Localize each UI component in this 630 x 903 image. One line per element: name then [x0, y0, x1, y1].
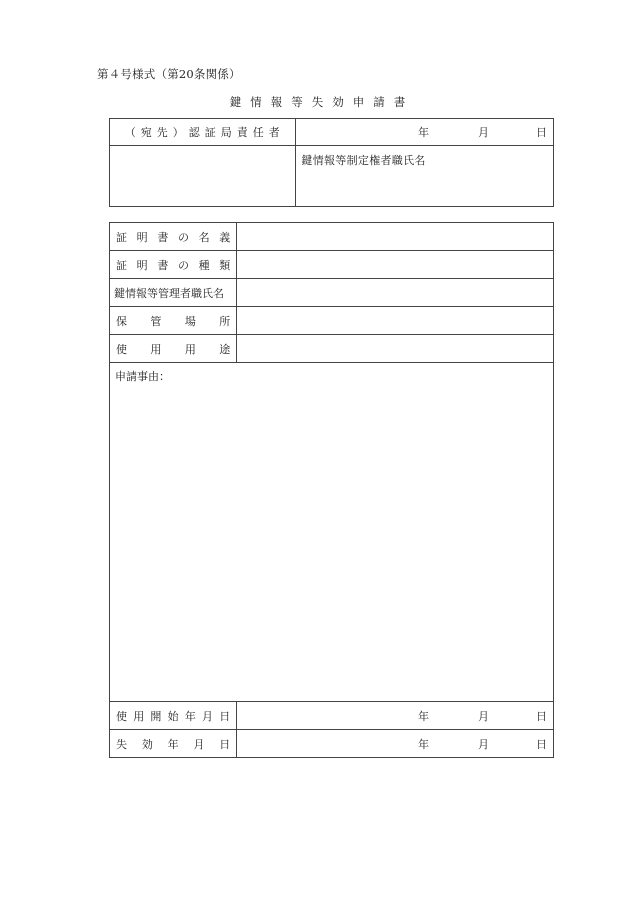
header-table [109, 118, 554, 207]
manager-name-label: 鍵情報等管理者職氏名 [110, 279, 237, 307]
revocation-month-label: 月 [478, 737, 489, 751]
reason-label: 申請事由： [115, 370, 170, 383]
usage-field[interactable] [237, 335, 554, 363]
start-year-label: 年 [418, 709, 429, 723]
certificate-type-field[interactable] [237, 251, 554, 279]
revocation-date-field[interactable] [237, 730, 554, 758]
start-month-label: 月 [478, 709, 489, 723]
storage-location-label: 保 管 場 所 [110, 307, 237, 335]
storage-location-field[interactable] [237, 307, 554, 335]
revocation-date-label: 失 効 年 月 日 [110, 730, 237, 758]
applicant-name-field[interactable]: 鍵情報等制定権者職氏名 [296, 146, 554, 207]
date-year-label: 年 [418, 126, 429, 139]
revocation-year-label: 年 [418, 737, 429, 751]
reason-field[interactable] [110, 363, 554, 702]
certificate-name-label: 証 明 書 の 名 義 [110, 223, 237, 251]
revocation-day-label: 日 [536, 737, 547, 751]
application-date [296, 119, 554, 146]
date-day-label: 日 [536, 126, 547, 139]
usage-label: 使 用 用 途 [110, 335, 237, 363]
document-title: 鍵情報等失効申請書 [229, 95, 415, 109]
date-month-label: 月 [478, 126, 489, 139]
blank-cell [110, 146, 296, 207]
start-date-field[interactable] [237, 702, 554, 730]
form-number: 第４号様式（第20条関係） [97, 67, 241, 81]
certificate-type-label: 証 明 書 の 種 類 [110, 251, 237, 279]
start-day-label: 日 [536, 709, 547, 723]
manager-name-field[interactable] [237, 279, 554, 307]
application-table [109, 222, 554, 758]
certificate-name-field[interactable] [237, 223, 554, 251]
recipient-label: （宛先）認証局責任者 [110, 119, 296, 146]
start-date-label: 使 用 開 始 年 月 日 [110, 702, 237, 730]
